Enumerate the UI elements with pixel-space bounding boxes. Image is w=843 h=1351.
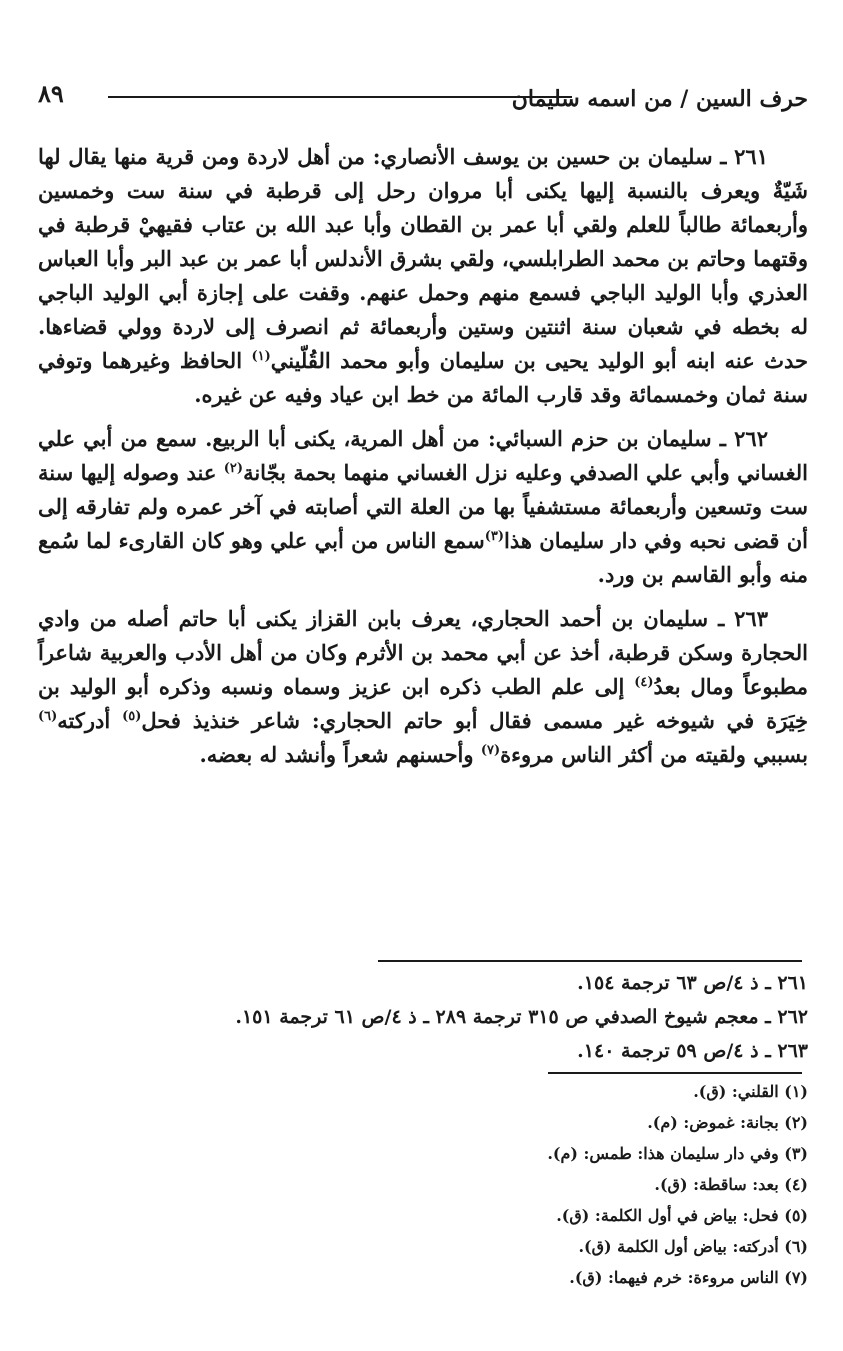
sources-divider	[378, 960, 802, 962]
entry-text: إلى علم الطب ذكره ابن عزيز وسماه ونسبه وذكره أبو الوليد بن خِيَرَة في شيوخه غير مسمى فقال أبو حاتم الحجاري: شاعر خنذيذ فحل	[38, 674, 808, 733]
entry-text: ـ سليمان بن حزم السبائي: من أهل المرية، يكنى أبا الربيع. سمع من أبي علي الغساني وأبي علي الصدفي وعليه نزل الغساني منهما بحمة بجّانة	[38, 426, 808, 485]
footnote-ref: (٧)	[480, 743, 501, 758]
page-header	[38, 80, 808, 120]
footnotes-list	[38, 1076, 808, 1293]
footnote-ref: (٣)	[484, 529, 504, 544]
entry-text: أدركته	[57, 708, 123, 733]
entry-text: ـ سليمان بن حسين بن يوسف الأنصاري: من أهل لاردة ومن قرية منها يقال لها شَيّةٌ ويعرف بالنسبة إليها يكنى أبا مروان رحل إلى قرطبة في سنة ست وخمسين وأربعمائة طالباً للعلم ولقي أبا عمر بن القطان وأبا عبد الله بن عتاب فقيهيْ قرطبة في وقتهما وحاتم بن محمد الطرابلسي، ولقي بشرق الأندلس أبا عمر بن عبد البر وأبا العباس العذري وأبا الوليد الباجي فسمع منهم وحمل عنهم. وقفت على إجازة أبي الوليد الباجي له بخطه في شعبان سنة اثنتين وستين وأربعمائة ثم انصرف إلى لاردة وولي قضاءها. حدث عنه ابنه أبو الوليد يحيى بن سليمان وأبو محمد القُلّيني	[38, 144, 808, 373]
main-text	[38, 140, 808, 782]
page-number: ٨٩	[38, 79, 64, 108]
footnote-line: (٢) بجانة: غموض: (م).	[647, 1113, 808, 1132]
footnote-line: (٧) الناس مروءة: خرم فيهما: (ق).	[569, 1268, 808, 1287]
entry-number: ٢٦١	[734, 144, 768, 169]
footnote-line: (٥) فحل: بياض في أول الكلمة: (ق).	[556, 1206, 808, 1225]
footnote-line: (١) القلني: (ق).	[693, 1082, 808, 1101]
entry-number: ٢٦٣	[734, 606, 768, 631]
footnote-ref: (٦)	[38, 709, 58, 724]
entry-text: بسببي ولقيته من أكثر الناس مروءة	[500, 742, 808, 767]
entry-text: وأحسنهم شعراً وأنشد له بعضه.	[199, 742, 481, 767]
footnotes-divider	[548, 1072, 802, 1074]
footnote-line: (٣) وفي دار سليمان هذا: طمس: (م).	[547, 1144, 808, 1163]
footnote-line: (٦) أدركته: بياض أول الكلمة (ق).	[578, 1237, 808, 1256]
source-line: ٢٦٢ ـ معجم شيوخ الصدفي ص ٣١٥ ترجمة ٢٨٩ ـ ذ ٤/ص ٦١ ترجمة ١٥١.	[235, 1006, 808, 1028]
footnote-ref: (٤)	[634, 675, 654, 690]
entry-263	[38, 602, 808, 772]
footnote-ref: (٢)	[223, 461, 244, 476]
header-rule	[108, 96, 572, 98]
entry-text: عند وصوله إليها سنة ست وتسعين وأربعمائة مستشفياً بها من العلة التي أصابته في آخر عمره ولم تفارقه إلى أن قضى نحبه وفي دار سليمان هذا	[38, 460, 808, 553]
footnote-ref: (٥)	[122, 709, 142, 724]
source-line: ٢٦١ ـ ذ ٤/ص ٦٣ ترجمة ١٥٤.	[577, 972, 808, 994]
entry-text: سمع الناس من أبي علي وهو كان القارىء لما سُمع منه وأبو القاسم بن ورد.	[38, 528, 808, 587]
entry-262	[38, 422, 808, 592]
entry-261	[38, 140, 808, 412]
footnote-ref: (١)	[251, 349, 271, 364]
entry-text: الحافظ وغيرهما وتوفي سنة ثمان وخمسمائة وقد قارب المائة من خط ابن عياد وفيه عن غيره.	[38, 348, 808, 407]
source-line: ٢٦٣ ـ ذ ٤/ص ٥٩ ترجمة ١٤٠.	[577, 1040, 808, 1062]
entry-number: ٢٦٢	[734, 426, 768, 451]
sources-list	[38, 966, 808, 1068]
footnote-line: (٤) بعد: ساقطة: (ق).	[654, 1175, 808, 1194]
entry-text: ـ سليمان بن أحمد الحجاري، يعرف بابن القزاز يكنى أبا حاتم أصله من وادي الحجارة وسكن قرطبة، أخذ عن أبي محمد بن الأثرم وكان من أهل الأدب والعربية شاعراً مطبوعاً ومال بعدُ	[38, 606, 809, 699]
running-title: حرف السين / من اسمه سليمان	[511, 86, 808, 112]
